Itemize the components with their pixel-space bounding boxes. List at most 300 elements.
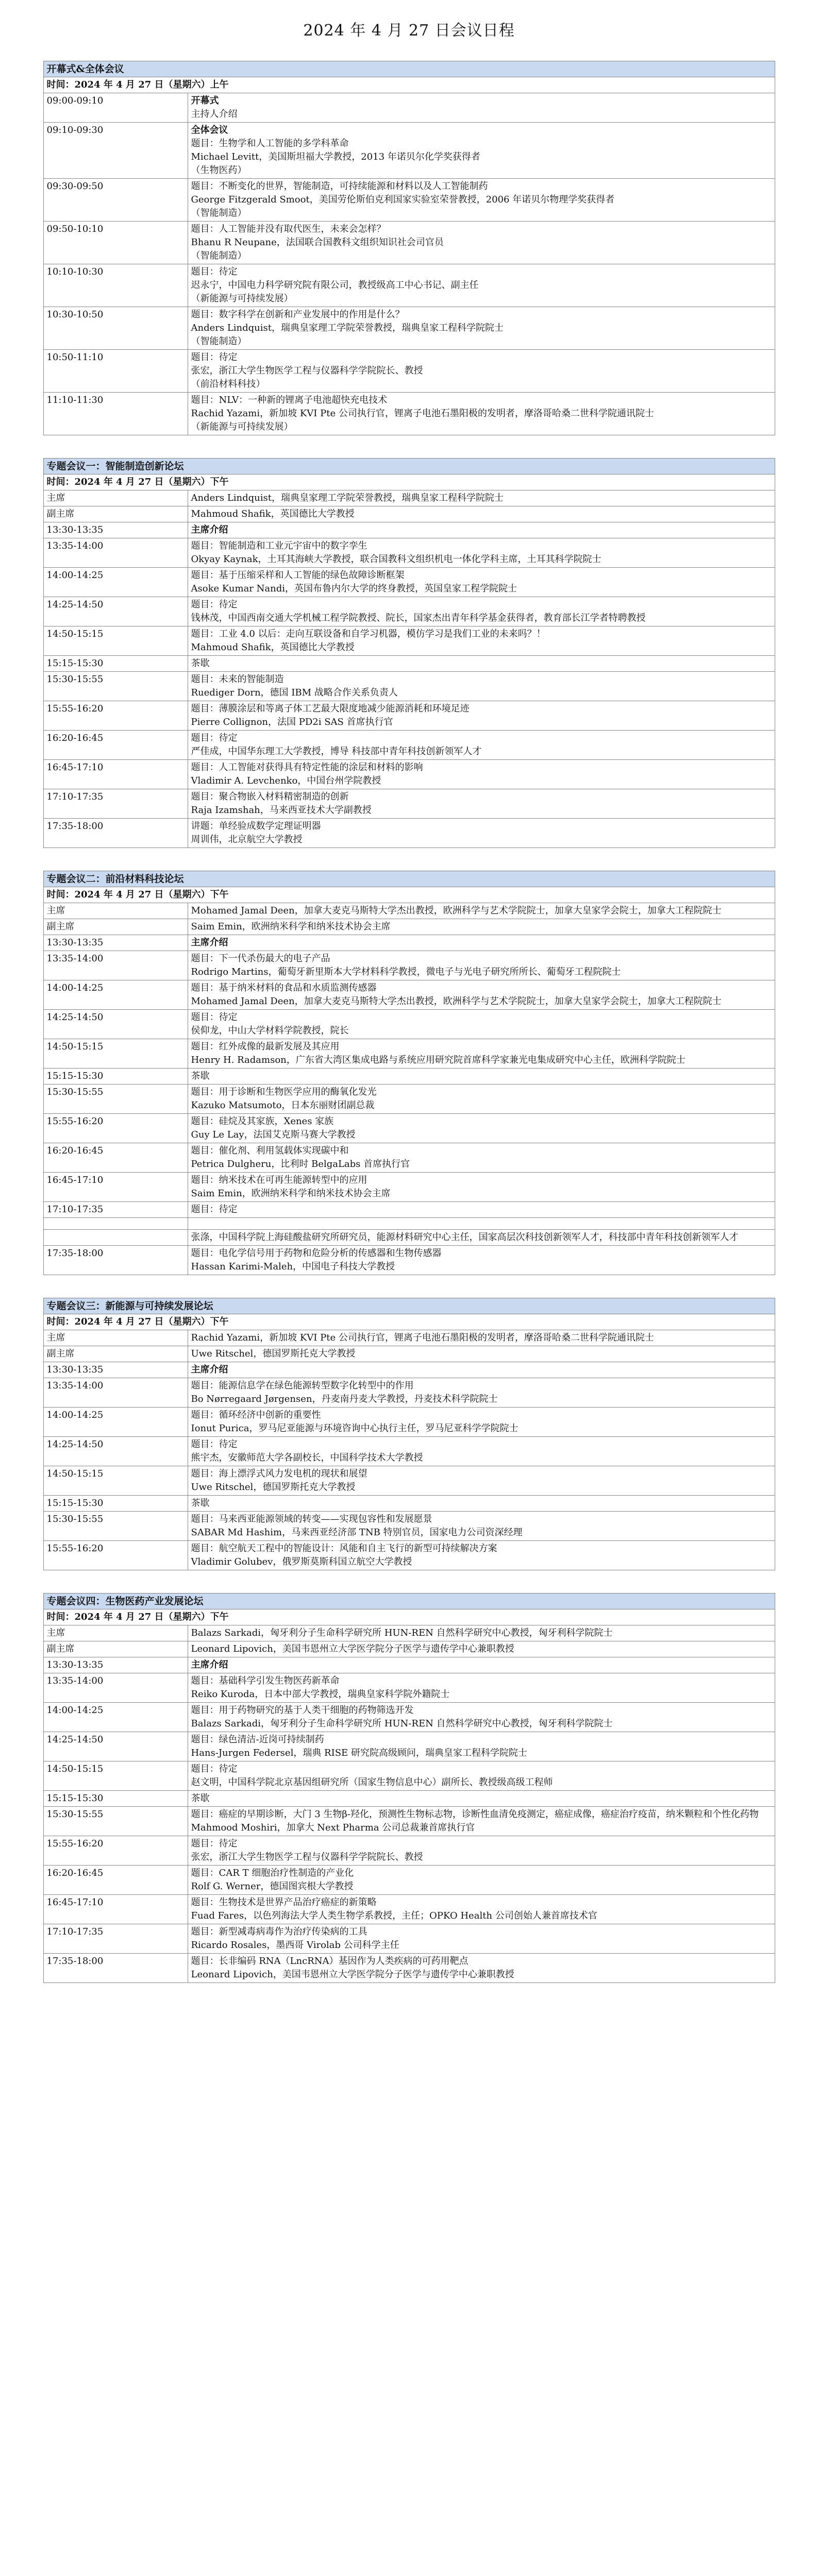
agenda-line: Uwe Ritschel，德国罗斯托克大学教授: [191, 1482, 356, 1493]
agenda-details: [188, 1114, 775, 1143]
agenda-details: [188, 919, 775, 935]
agenda-line: George Fitzgerald Smoot，美国劳伦斯伯克利国家实验室荣誉教授，2006 年诺贝尔物理学奖获得者: [191, 194, 615, 205]
agenda-time: 15:30-15:55: [43, 1512, 188, 1541]
agenda-line: Bhanu R Neupane，法国联合国教科文组织知识社会司官员: [191, 237, 444, 248]
agenda-line: Kazuko Matsumoto，日本东丽财团副总裁: [191, 1100, 375, 1111]
agenda-details: [188, 1625, 775, 1641]
agenda-row: [43, 1732, 775, 1761]
agenda-row: [43, 1084, 775, 1114]
agenda-line: 题目：不断变化的世界，智能制造，可持续能源和材料以及人工智能制药: [191, 181, 488, 192]
agenda-row: [43, 1039, 775, 1069]
agenda-time: 15:55-16:20: [43, 1836, 188, 1866]
agenda-details: [188, 506, 775, 522]
agenda-line: 周训伟，北京航空大学教授: [191, 834, 303, 845]
agenda-line: Vladimir A. Levchenko，中国台州学院教授: [191, 775, 381, 786]
agenda-details: [188, 393, 775, 435]
session-section: [43, 871, 775, 1275]
agenda-row: [43, 819, 775, 848]
agenda-line: 题目：数字科学在创新和产业发展中的作用是什么？: [191, 309, 405, 320]
agenda-line: 题目：待定: [191, 1764, 238, 1774]
agenda-row: [43, 1866, 775, 1895]
agenda-row: [43, 1466, 775, 1496]
agenda-line: Leonard Lipovich，美国韦恩州立大学医学院分子医学与遗传学中心兼职教授: [191, 1643, 514, 1654]
agenda-details: [188, 701, 775, 731]
agenda-line: 茶歇: [191, 1498, 210, 1509]
agenda-time: 10:50-11:10: [43, 350, 188, 393]
session-table: [43, 458, 775, 848]
agenda-time: 17:35-18:00: [43, 1246, 188, 1275]
agenda-row: [43, 731, 775, 760]
agenda-line: 题目：待定: [191, 1012, 238, 1023]
agenda-line: Henry H. Radamson，广东省大湾区集成电路与系统应用研究院首席科学家兼光电集成研究中心主任，欧洲科学院院士: [191, 1055, 686, 1065]
agenda-details: [188, 350, 775, 393]
agenda-line: 题目：基于纳米材料的食品和水质监测传感器: [191, 982, 377, 993]
agenda-line: 题目：待定: [191, 733, 238, 743]
agenda-line: 主席介绍: [191, 1659, 228, 1670]
agenda-time: 15:15-15:30: [43, 656, 188, 672]
agenda-time: 主席: [43, 1625, 188, 1641]
agenda-line: 题目：人工智能对获得具有特定性能的涂层和材料的影响: [191, 762, 423, 773]
agenda-row: [43, 597, 775, 626]
agenda-details: [188, 1010, 775, 1039]
agenda-details: [188, 1084, 775, 1114]
agenda-time: 14:50-15:15: [43, 1039, 188, 1069]
agenda-time: 主席: [43, 490, 188, 506]
agenda-row: [43, 393, 775, 435]
agenda-details: [188, 568, 775, 597]
agenda-line: 茶歇: [191, 658, 210, 669]
agenda-line: Rachid Yazami，新加坡 KVI Pte 公司执行官，锂离子电池石墨阳极的发明者，摩洛哥哈桑二世科学院通讯院士: [191, 1332, 654, 1343]
agenda-details: [188, 656, 775, 672]
agenda-row: [43, 1378, 775, 1408]
agenda-row: [43, 1541, 775, 1570]
session-heading: 专题会议二：前沿材料科技论坛: [43, 871, 775, 887]
agenda-details: [188, 1836, 775, 1866]
agenda-line: 题目：人工智能并没有取代医生，未来会怎样？: [191, 224, 386, 234]
agenda-line: 主持人介绍: [191, 109, 238, 120]
agenda-line: Pierre Collignon，法国 PD2i SAS 首席执行官: [191, 717, 393, 727]
agenda-row: [43, 1330, 775, 1346]
session-heading: 专题会议一：智能制造创新论坛: [43, 459, 775, 474]
session-section: [43, 1593, 775, 1983]
agenda-line: Hans-Jurgen Federsel，瑞典 RISE 研究院高级顾问，瑞典皇家工程科学院院士: [191, 1748, 527, 1758]
agenda-line: Mohamed Jamal Deen，加拿大麦克马斯特大学杰出教授，欧洲科学与艺术学院院士，加拿大皇家学会院士，加拿大工程院院士: [191, 905, 722, 916]
agenda-line: （生物医药）: [191, 165, 247, 176]
agenda-details: [188, 1069, 775, 1084]
session-heading: 专题会议三：新能源与可持续发展论坛: [43, 1298, 775, 1314]
session-table: [43, 61, 775, 435]
agenda-details: [188, 1173, 775, 1202]
agenda-time: 13:30-13:35: [43, 1362, 188, 1378]
agenda-line: Okyay Kaynak，土耳其海峡大学教授，联合国教科文组织机电一体化学科主席，土耳其科学院院士: [191, 554, 602, 565]
agenda-details: [188, 264, 775, 307]
agenda-line: Mahmoud Shafik，英国德比大学教授: [191, 642, 355, 653]
agenda-time: 16:20-16:45: [43, 1143, 188, 1173]
agenda-line: Raja Izamshah，马来西亚技术大学副教授: [191, 805, 372, 816]
agenda-line: 题目：待定: [191, 1204, 238, 1215]
agenda-line: 题目：马来西亚能源领域的转变——实现包容性和发展愿景: [191, 1514, 432, 1524]
agenda-time: 16:20-16:45: [43, 731, 188, 760]
agenda-row: [43, 1143, 775, 1173]
agenda-details: [188, 951, 775, 980]
agenda-details: [188, 1230, 775, 1246]
agenda-row: [43, 568, 775, 597]
agenda-line: 茶歇: [191, 1793, 210, 1804]
agenda-time: 09:50-10:10: [43, 222, 188, 264]
agenda-line: Rolf G. Werner，德国图宾根大学教授: [191, 1881, 354, 1892]
agenda-time: 13:30-13:35: [43, 1657, 188, 1673]
agenda-line: 熊宇杰，安徽师范大学各副校长，中国科学技术大学教授: [191, 1452, 423, 1463]
agenda-line: 题目：癌症的早期诊断，大门 3 生物β-羟化，预测性生物标志物，诊断性血清免疫测定，癌症成像，癌症治疗疫苗，纳米颗粒和个性化药物: [191, 1809, 759, 1820]
agenda-time: 主席: [43, 903, 188, 919]
agenda-line: 赵文明，中国科学院北京基因组研究所（国家生物信息中心）副所长、教授级高级工程师: [191, 1777, 553, 1788]
session-section: [43, 61, 775, 435]
agenda-row: [43, 1924, 775, 1954]
agenda-row: [43, 760, 775, 789]
agenda-details: [188, 903, 775, 919]
agenda-row: [43, 538, 775, 568]
agenda-line: 题目：循环经济中创新的重要性: [191, 1410, 321, 1420]
agenda-line: 题目：待定: [191, 352, 238, 363]
agenda-row: [43, 1703, 775, 1732]
agenda-row: [43, 935, 775, 951]
agenda-details: [188, 1541, 775, 1570]
agenda-line: Mahmood Moshiri，加拿大 Next Pharma 公司总裁兼首席执行官: [191, 1822, 475, 1833]
agenda-line: 题目：薄膜涂层和等离子体工艺最大限度地减少能源消耗和环境足迹: [191, 703, 470, 714]
agenda-line: Anders Lindquist，瑞典皇家理工学院荣誉教授，瑞典皇家工程科学院院士: [191, 493, 504, 503]
agenda-time: 13:30-13:35: [43, 935, 188, 951]
session-time: 时间：2024 年 4 月 27 日（星期六）上午: [43, 77, 775, 93]
agenda-details: [188, 1362, 775, 1378]
agenda-line: Petrica Dulgheru，比利时 BelgaLabs 首席执行官: [191, 1159, 410, 1170]
agenda-line: 题目：能源信息学在绿色能源转型数字化转型中的作用: [191, 1380, 414, 1391]
agenda-time: [43, 1230, 188, 1246]
agenda-time: 14:50-15:15: [43, 626, 188, 656]
agenda-line: 张宏，浙江大学生物医学工程与仪器科学学院院长、教授: [191, 1852, 423, 1862]
agenda-time: 09:10-09:30: [43, 123, 188, 179]
agenda-time: 15:55-16:20: [43, 1114, 188, 1143]
agenda-row: [43, 490, 775, 506]
agenda-time: 13:30-13:35: [43, 522, 188, 538]
agenda-details: [188, 1641, 775, 1657]
agenda-row: [43, 1673, 775, 1703]
agenda-line: 开幕式: [191, 95, 219, 106]
agenda-time: 13:35-14:00: [43, 1378, 188, 1408]
agenda-details: [188, 1039, 775, 1069]
agenda-row: [43, 522, 775, 538]
agenda-line: 题目：工业 4.0 以后：走向互联设备和自学习机器，模仿学习是我们工业的未来吗？！: [191, 629, 546, 639]
agenda-row: [43, 1202, 775, 1218]
agenda-row: [43, 307, 775, 350]
agenda-line: SABAR Md Hashim，马来西亚经济部 TNB 特别官员，国家电力公司资深经理: [191, 1527, 523, 1538]
agenda-time: 14:00-14:25: [43, 1408, 188, 1437]
agenda-details: [188, 1466, 775, 1496]
agenda-line: Fuad Fares，以色列海法大学人类生物学系教授，主任；OPKO Health 公司创始人兼首席技术官: [191, 1910, 597, 1921]
agenda-row: [43, 1641, 775, 1657]
agenda-details: [188, 1496, 775, 1512]
agenda-details: [188, 490, 775, 506]
agenda-line: Leonard Lipovich，美国韦恩州立大学医学院分子医学与遗传学中心兼职教授: [191, 1969, 514, 1980]
agenda-line: Uwe Ritschel，德国罗斯托克大学教授: [191, 1348, 356, 1359]
agenda-row: [43, 222, 775, 264]
agenda-line: Saim Emin，欧洲纳米科学和纳米技术协会主席: [191, 921, 391, 932]
agenda-time: 13:35-14:00: [43, 951, 188, 980]
agenda-row: [43, 1173, 775, 1202]
agenda-row: [43, 1954, 775, 1983]
agenda-line: Rachid Yazami，新加坡 KVI Pte 公司执行官，锂离子电池石墨阳极的发明者，摩洛哥哈桑二世科学院通讯院士: [191, 408, 654, 419]
agenda-row: [43, 951, 775, 980]
agenda-row: [43, 123, 775, 179]
agenda-line: Bo Nørregaard Jørgensen，丹麦南丹麦大学教授，丹麦技术科学院院士: [191, 1394, 498, 1404]
agenda-time: 15:15-15:30: [43, 1496, 188, 1512]
agenda-details: [188, 307, 775, 350]
agenda-line: 严佳成，中国华东理工大学教授，博导 科技部中青年科技创新领军人才: [191, 746, 482, 757]
agenda-line: 题目：待定: [191, 1439, 238, 1450]
agenda-row: [43, 1895, 775, 1924]
agenda-time: 16:45-17:10: [43, 1173, 188, 1202]
agenda-line: 题目：航空航天工程中的智能设计：风能和自主飞行的新型可持续解决方案: [191, 1543, 497, 1554]
agenda-line: 迟永宁，中国电力科学研究院有限公司，教授级高工中心书记、副主任: [191, 280, 479, 291]
agenda-row: [43, 1496, 775, 1512]
agenda-row: [43, 903, 775, 919]
agenda-row: [43, 1408, 775, 1437]
agenda-line: 张宏，浙江大学生物医学工程与仪器科学学院院长、教授: [191, 365, 423, 376]
agenda-details: [188, 1732, 775, 1761]
agenda-time: 10:30-10:50: [43, 307, 188, 350]
agenda-line: 题目：待定: [191, 599, 238, 610]
agenda-line: （前沿材料科技）: [191, 379, 265, 389]
agenda-details: [188, 222, 775, 264]
agenda-time: 11:10-11:30: [43, 393, 188, 435]
session-section: [43, 1298, 775, 1570]
agenda-details: [188, 626, 775, 656]
agenda-row: [43, 350, 775, 393]
agenda-line: （智能制造）: [191, 208, 247, 218]
page-title: 2024 年 4 月 27 日会议日程: [303, 22, 515, 40]
agenda-row: [43, 179, 775, 222]
agenda-details: [188, 819, 775, 848]
session-heading: 专题会议四：生物医药产业发展论坛: [43, 1594, 775, 1609]
agenda-row: [43, 1657, 775, 1673]
agenda-row: [43, 1114, 775, 1143]
agenda-row: [43, 1218, 775, 1230]
agenda-row: [43, 980, 775, 1010]
session-heading: 开幕式&全体会议: [43, 61, 775, 77]
agenda-time: 17:10-17:35: [43, 789, 188, 819]
agenda-details: [188, 1924, 775, 1954]
agenda-line: 题目：待定: [191, 1838, 238, 1849]
agenda-details: [188, 597, 775, 626]
agenda-details: [188, 1657, 775, 1673]
agenda-line: Asoke Kumar Nandi，英国布鲁内尔大学的终身教授，英国皇家工程学院院士: [191, 583, 517, 594]
agenda-row: [43, 1230, 775, 1246]
agenda-details: [188, 522, 775, 538]
agenda-time: 15:30-15:55: [43, 1084, 188, 1114]
agenda-line: 题目：海上漂浮式风力发电机的现状和展望: [191, 1468, 368, 1479]
agenda-time: 14:00-14:25: [43, 980, 188, 1010]
agenda-time: 14:25-14:50: [43, 1010, 188, 1039]
agenda-line: Vladimir Golubev，俄罗斯莫斯科国立航空大学教授: [191, 1556, 412, 1567]
agenda-details: [188, 1807, 775, 1836]
agenda-row: [43, 626, 775, 656]
agenda-line: 题目：聚合物嵌入材料精密制造的创新: [191, 791, 349, 802]
agenda-line: 全体会议: [191, 125, 228, 135]
agenda-row: [43, 1362, 775, 1378]
agenda-details: [188, 672, 775, 701]
agenda-line: 主席介绍: [191, 937, 228, 948]
agenda-time: 13:35-14:00: [43, 1673, 188, 1703]
agenda-time: 15:15-15:30: [43, 1069, 188, 1084]
agenda-line: Guy Le Lay，法国艾克斯马赛大学教授: [191, 1129, 356, 1140]
agenda-line: 题目：生物技术是世界产品治疗癌症的新策略: [191, 1897, 377, 1908]
agenda-line: Hassan Karimi-Maleh，中国电子科技大学教授: [191, 1261, 395, 1272]
agenda-time: 17:35-18:00: [43, 1954, 188, 1983]
agenda-line: 题目：电化学信号用于药物和危险分析的传感器和生物传感器: [191, 1248, 442, 1259]
session-table: [43, 1593, 775, 1983]
agenda-line: 题目：待定: [191, 266, 238, 277]
agenda-details: [188, 1895, 775, 1924]
agenda-line: 题目：NLV：一种新的锂离子电池超快充电技术: [191, 395, 388, 405]
session-table: [43, 871, 775, 1275]
agenda-details: [188, 1512, 775, 1541]
agenda-time: 13:35-14:00: [43, 538, 188, 568]
agenda-line: 题目：未来的智能制造: [191, 674, 284, 685]
agenda-row: [43, 656, 775, 672]
agenda-line: Michael Levitt，美国斯坦福大学教授，2013 年诺贝尔化学奖获得者: [191, 151, 480, 162]
agenda-line: Balazs Sarkadi，匈牙利分子生命科学研究所 HUN-REN 自然科学研究中心教授，匈牙利科学院院士: [191, 1628, 613, 1638]
session-time: 时间：2024 年 4 月 27 日（星期六）下午: [43, 474, 775, 490]
agenda-time: 副主席: [43, 1346, 188, 1362]
agenda-time: 16:45-17:10: [43, 760, 188, 789]
agenda-details: [188, 1218, 775, 1230]
agenda-line: Rodrigo Martins，葡萄牙新里斯本大学材料科学教授，微电子与光电子研究所所长、葡萄牙工程院院士: [191, 967, 621, 977]
agenda-line: 张涤，中国科学院上海硅酸盐研究所研究员，能源材料研究中心主任，国家高层次科技创新领军人才，科技部中青年科技创新领军人才: [191, 1232, 739, 1243]
agenda-row: [43, 1010, 775, 1039]
agenda-line: 题目：基础科学引发生物医药新革命: [191, 1675, 340, 1686]
agenda-line: （智能制造）: [191, 250, 247, 261]
agenda-details: [188, 1673, 775, 1703]
agenda-time: [43, 1218, 188, 1230]
agenda-details: [188, 1378, 775, 1408]
agenda-time: 副主席: [43, 506, 188, 522]
agenda-time: 14:25-14:50: [43, 1732, 188, 1761]
agenda-line: 题目：绿色清洁-近岗可持续制药: [191, 1734, 324, 1745]
agenda-time: 15:15-15:30: [43, 1791, 188, 1807]
agenda-time: 17:10-17:35: [43, 1202, 188, 1218]
sections-container: [43, 61, 775, 1983]
agenda-details: [188, 789, 775, 819]
agenda-details: [188, 123, 775, 179]
agenda-details: [188, 1246, 775, 1275]
agenda-line: （智能制造）: [191, 336, 247, 347]
agenda-line: 题目：基于压缩采样和人工智能的绿色故障诊断框架: [191, 570, 405, 581]
agenda-line: 题目：催化剂、利用氢载体实现碳中和: [191, 1145, 349, 1156]
agenda-time: 14:00-14:25: [43, 1703, 188, 1732]
agenda-details: [188, 179, 775, 222]
agenda-details: [188, 538, 775, 568]
agenda-details: [188, 1437, 775, 1466]
agenda-details: [188, 93, 775, 123]
agenda-details: [188, 760, 775, 789]
agenda-details: [188, 1202, 775, 1218]
agenda-line: 题目：CAR T 细胞治疗性制造的产业化: [191, 1868, 354, 1878]
agenda-row: [43, 919, 775, 935]
agenda-line: （新能源与可持续发展）: [191, 293, 293, 304]
agenda-details: [188, 1866, 775, 1895]
agenda-time: 15:30-15:55: [43, 1807, 188, 1836]
agenda-line: Ionut Purica，罗马尼亚能源与环境咨询中心执行主任，罗马尼亚科学学院院士: [191, 1423, 519, 1434]
session-table: [43, 1298, 775, 1570]
agenda-time: 14:50-15:15: [43, 1761, 188, 1791]
agenda-row: [43, 789, 775, 819]
agenda-details: [188, 1703, 775, 1732]
agenda-details: [188, 1330, 775, 1346]
agenda-time: 14:25-14:50: [43, 1437, 188, 1466]
agenda-details: [188, 1761, 775, 1791]
session-time: 时间：2024 年 4 月 27 日（星期六）下午: [43, 887, 775, 903]
agenda-time: 14:50-15:15: [43, 1466, 188, 1496]
agenda-line: 题目：新型减毒病毒作为治疗传染病的工具: [191, 1926, 368, 1937]
agenda-row: [43, 1625, 775, 1641]
agenda-line: Mohamed Jamal Deen，加拿大麦克马斯特大学杰出教授，欧洲科学与艺术学院院士，加拿大皇家学会院士，加拿大工程院院士: [191, 996, 722, 1007]
agenda-time: 10:10-10:30: [43, 264, 188, 307]
agenda-row: [43, 1346, 775, 1362]
agenda-details: [188, 1143, 775, 1173]
agenda-line: Mahmoud Shafik，英国德比大学教授: [191, 509, 355, 519]
agenda-line: 题目：用于诊断和生物医学应用的酶氧化发光: [191, 1087, 377, 1097]
agenda-details: [188, 1408, 775, 1437]
agenda-time: 15:30-15:55: [43, 672, 188, 701]
schedule-page: [43, 0, 775, 1983]
agenda-details: [188, 1346, 775, 1362]
agenda-details: [188, 1791, 775, 1807]
agenda-line: 主席介绍: [191, 1364, 228, 1375]
agenda-time: 14:00-14:25: [43, 568, 188, 597]
agenda-details: [188, 980, 775, 1010]
agenda-line: 题目：长非编码 RNA（LncRNA）基因作为人类疾病的可药用靶点: [191, 1956, 469, 1967]
agenda-line: 题目：生物学和人工智能的多学科革命: [191, 138, 349, 149]
session-time: 时间：2024 年 4 月 27 日（星期六）下午: [43, 1609, 775, 1625]
agenda-time: 09:00-09:10: [43, 93, 188, 123]
agenda-row: [43, 1791, 775, 1807]
agenda-line: 题目：硅烷及其家族，Xenes 家族: [191, 1116, 334, 1127]
agenda-row: [43, 506, 775, 522]
agenda-line: （新能源与可持续发展）: [191, 421, 293, 432]
agenda-line: Saim Emin，欧洲纳米科学和纳米技术协会主席: [191, 1188, 391, 1199]
agenda-time: 副主席: [43, 919, 188, 935]
agenda-time: 15:55-16:20: [43, 701, 188, 731]
agenda-line: Ricardo Rosales，墨西哥 Virolab 公司科学主任: [191, 1940, 399, 1951]
agenda-line: 题目：纳米技术在可再生能源转型中的应用: [191, 1175, 368, 1185]
agenda-row: [43, 1069, 775, 1084]
agenda-line: 题目：下一代杀伤最大的电子产品: [191, 953, 330, 964]
agenda-time: 17:35-18:00: [43, 819, 188, 848]
agenda-line: 茶歇: [191, 1071, 210, 1081]
agenda-time: 16:45-17:10: [43, 1895, 188, 1924]
agenda-details: [188, 935, 775, 951]
agenda-time: 副主席: [43, 1641, 188, 1657]
agenda-line: 钱林茂，中国西南交通大学机械工程学院教授、院长，国家杰出青年科学基金获得者，教育部长江学者特聘教授: [191, 613, 646, 623]
agenda-time: 09:30-09:50: [43, 179, 188, 222]
agenda-line: 题目：用于药物研究的基于人类干细胞的药物筛选开发: [191, 1705, 414, 1716]
agenda-row: [43, 264, 775, 307]
agenda-line: Anders Lindquist，瑞典皇家理工学院荣誉教授，瑞典皇家工程科学院院士: [191, 323, 504, 333]
agenda-row: [43, 1512, 775, 1541]
agenda-row: [43, 701, 775, 731]
session-time: 时间：2024 年 4 月 27 日（星期六）下午: [43, 1314, 775, 1330]
agenda-line: Reiko Kuroda，日本中部大学教授，瑞典皇家科学院外籍院士: [191, 1689, 450, 1700]
agenda-time: 主席: [43, 1330, 188, 1346]
